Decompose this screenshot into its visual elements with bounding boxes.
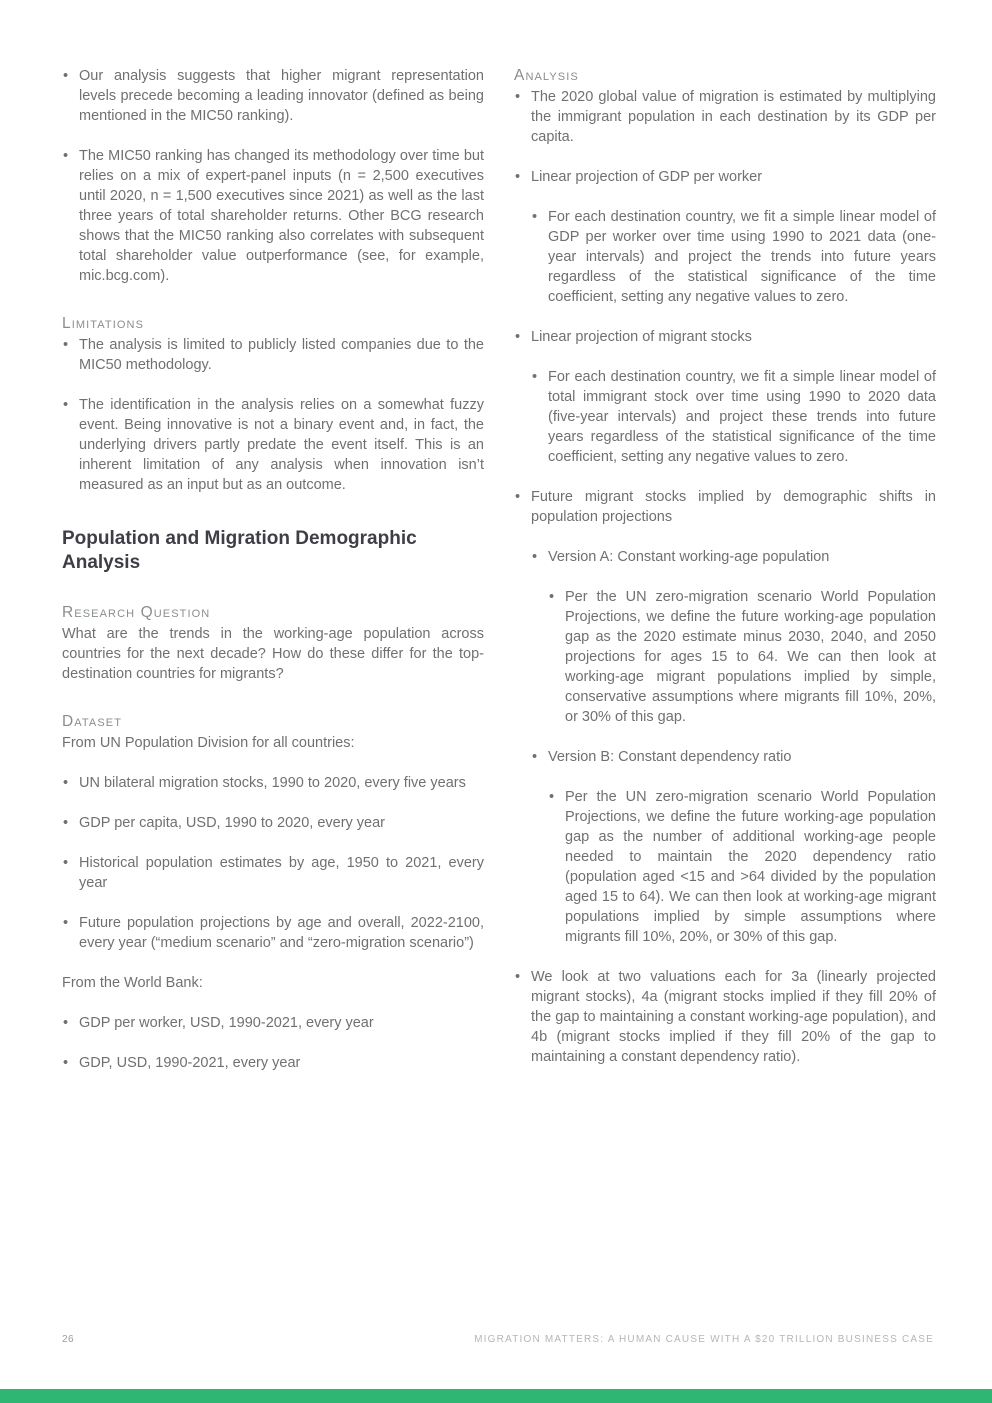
limitations-heading: Limitations [62, 315, 145, 332]
page-number: 26 [62, 1334, 75, 1345]
bullet-item: • Version A: Constant working-age population [531, 547, 936, 567]
dataset-un-intro: From UN Population Division for all countries: [62, 735, 355, 751]
bullet-item: • Per the UN zero-migration scenario World Population Projections, we define the future working-age population gap as the number of additional working-age people needed to maintain the 2020 dependency ratio (population aged <15 and >64 divided by the population aged 15 to 64). We can then look at working-age migrant populations implied by simple assumptions where migrants fill 10%, 20%, or 30% of this gap. [548, 787, 936, 947]
bullet-item: • The analysis is limited to publicly listed companies due to the MIC50 methodology. [62, 335, 484, 375]
bullet-item: • Version B: Constant dependency ratio [531, 747, 936, 767]
research-question-heading: Research Question [62, 604, 211, 621]
section-title: Population and Migration Demographic Analysis [62, 528, 417, 573]
bullet-item: • Our analysis suggests that higher migrant representation levels precede becoming a leading innovator (defined as being mentioned in the MIC50 ranking). [62, 66, 484, 126]
intro-bullet-list [62, 66, 484, 286]
bullet-item: • For each destination country, we fit a simple linear model of GDP per worker over time using 1990 to 2021 data (one-year intervals) and project the trends into future years regardless of the statistical significance of the time coefficient, setting any negative values to zero. [531, 207, 936, 307]
bullet-item: • GDP per capita, USD, 1990 to 2020, every year [62, 813, 484, 833]
dataset-wb-intro: From the World Bank: [62, 975, 203, 991]
dataset-heading: Dataset [62, 713, 123, 730]
bullet-item: • For each destination country, we fit a simple linear model of total immigrant stock over time using 1990 to 2020 data (five-year intervals) and project these trends into future years regardless of the statistical significance of the time coefficient, setting any negative values to zero. [531, 367, 936, 467]
limitations-bullet-list [62, 335, 484, 495]
left-column [62, 66, 484, 1093]
bullet-item: • Historical population estimates by age, 1950 to 2021, every year [62, 853, 484, 893]
right-column [514, 66, 936, 1093]
bullet-item: • Future population projections by age and overall, 2022-2100, every year (“medium scenario” and “zero-migration scenario”) [62, 913, 484, 953]
page-footer [62, 1334, 934, 1345]
bullet-item: • Per the UN zero-migration scenario World Population Projections, we define the future working-age population gap as the 2020 estimate minus 2030, 2040, and 2050 projections for ages 15 to 64. We can then look at working-age migrant populations implied by simple, conservative assumptions where migrants fill 10%, 20%, or 30% of this gap. [548, 587, 936, 727]
dataset-wb-bullet-list [62, 1013, 484, 1073]
bullet-item: • GDP, USD, 1990-2021, every year [62, 1053, 484, 1073]
bullet-item: • Linear projection of migrant stocks [514, 327, 936, 347]
bullet-item: • The 2020 global value of migration is estimated by multiplying the immigrant population in each destination by its GDP per capita. [514, 87, 936, 147]
analysis-heading: Analysis [514, 67, 579, 84]
bullet-item: • Linear projection of GDP per worker [514, 167, 936, 187]
research-question-text: What are the trends in the working-age population across countries for the next decade? How do these differ for the top-destination countries for migrants? [62, 626, 484, 682]
bullet-item: • The MIC50 ranking has changed its methodology over time but relies on a mix of expert-panel inputs (n = 2,500 executives until 2020, n = 1,500 executives since 2021) as well as the last three years of total shareholder returns. Other BCG research shows that the MIC50 ranking also correlates with subsequent total shareholder value outperformance (see, for example, mic.bcg.com). [62, 146, 484, 286]
bullet-item: • We look at two valuations each for 3a (linearly projected migrant stocks), 4a (migrant stocks implied if they fill 20% of the gap to maintaining a constant working-age population), and 4b (migrant stocks implied if they fill 20% of the gap to maintaining a constant dependency ratio). [514, 967, 936, 1067]
bullet-item: • UN bilateral migration stocks, 1990 to 2020, every five years [62, 773, 484, 793]
bullet-item: • The identification in the analysis relies on a somewhat fuzzy event. Being innovative is not a binary event and, in fact, the underlying drivers partly predate the event itself. This is an inherent limitation of any analysis when innovation isn’t measured as an input but as an outcome. [62, 395, 484, 495]
bottom-accent-bar [0, 1389, 992, 1403]
bullet-item: • GDP per worker, USD, 1990-2021, every year [62, 1013, 484, 1033]
footer-report-title: MIGRATION MATTERS: A HUMAN CAUSE WITH A $20 TRILLION BUSINESS CASE [474, 1334, 934, 1345]
bullet-item: • Future migrant stocks implied by demographic shifts in population projections [514, 487, 936, 527]
dataset-un-bullet-list [62, 773, 484, 953]
